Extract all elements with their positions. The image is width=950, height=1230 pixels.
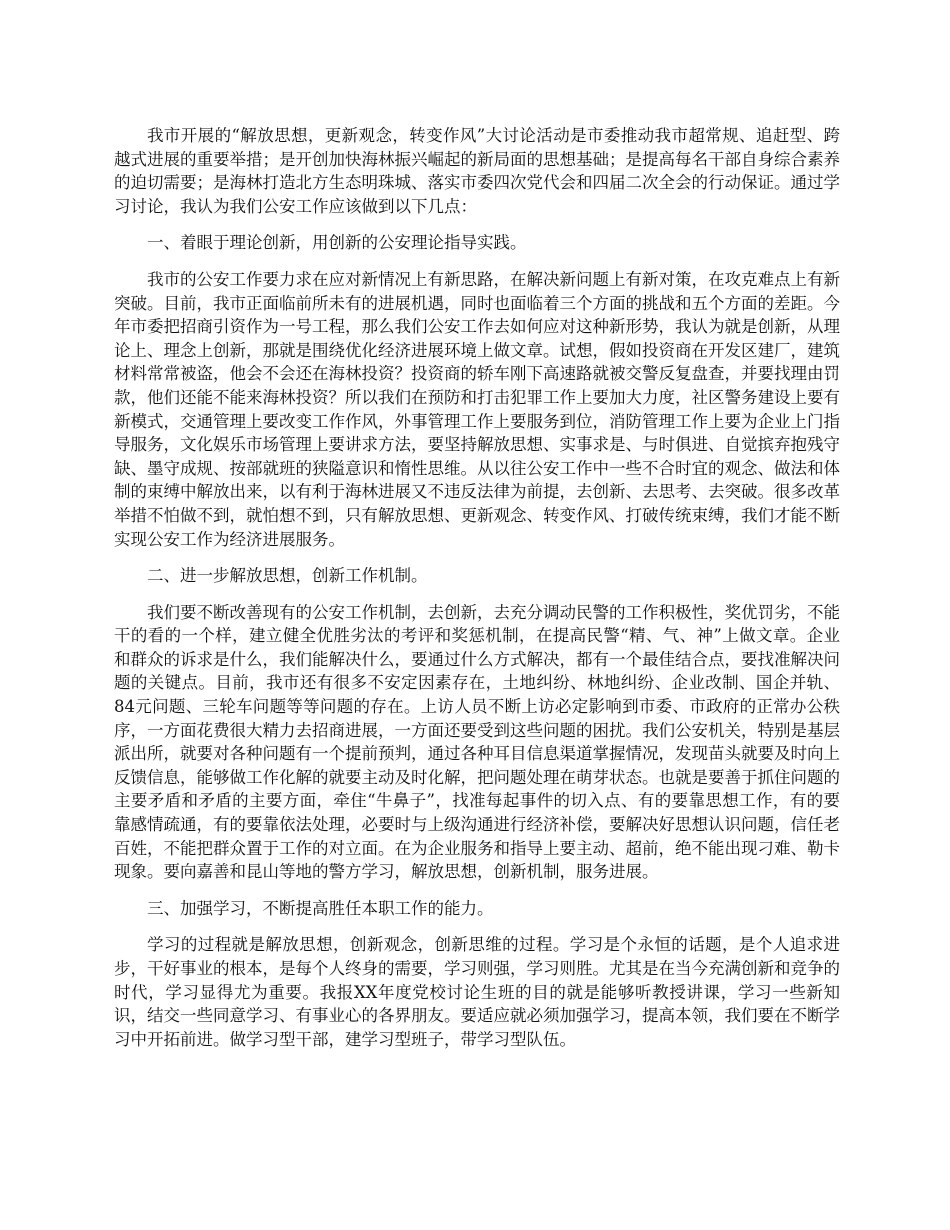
section-1-paragraph: 我市的公安工作要力求在应对新情况上有新思路，在解决新问题上有新对策，在攻克难点上有新突破。目前，我市正面临前所未有的进展机遇，同时也面临着三个方面的挑战和五个方面的差距。今年市委把招商引资作为一号工程，那么我们公安工作去如何应对这种新形势，我认为就是创新，从理论上、理念上创新，那就是围绕优化经济进展环境上做文章。试想，假如投资商在开发区建厂，建筑材料常常被盗，他会不会还在海林投资？投资商的轿车刚下高速路就被交警反复盘查，并要找理由罚款，他们还能不能来海林投资？所以我们在预防和打击犯罪工作上要加大力度，社区警务建设上要有新模式，交通管理上要改变工作作风，外事管理工作上要服务到位，消防管理工作上要为企业上门指导服务，文化娱乐市场管理上要讲求方法，要坚持解放思想、实事求是、与时俱进、自觉摈弃抱残守缺、墨守成规、按部就班的狭隘意识和惰性思维。从以往公安工作中一些不合时宜的观念、做法和体制的束缚中解放出来，以有利于海林进展又不违反法律为前提，去创新、去思考、去突破。很多改革举措不怕做不到，就怕想不到，只有解放思想、更新观念、转变作风、打破传统束缚，我们才能不断实现公安工作为经济进展服务。 bbox=[114, 269, 840, 549]
intro-paragraph: 我市开展的“解放思想，更新观念，转变作风”大讨论活动是市委推动我市超常规、追赶型、跨越式进展的重要举措；是开创加快海林振兴崛起的新局面的思想基础；是提高每名干部自身综合素养的迫切需要；是海林打造北方生态明珠城、落实市委四次党代会和四届二次全会的行动保证。通过学习讨论，我认为我们公安工作应该做到以下几点： bbox=[114, 126, 840, 216]
section-heading-3: 三、加强学习，不断提高胜任本职工作的能力。 bbox=[147, 898, 494, 918]
section-2-paragraph: 我们要不断改善现有的公安工作机制，去创新，去充分调动民警的工作积极性，奖优罚劣，不能干的看的一个样，建立健全优胜劣汰的考评和奖惩机制，在提高民警“精、气、神”上做文章。企业和群众的诉求是什么，我们能解决什么，要通过什么方式解决，都有一个最佳结合点，要找准解决问题的关键点。目前，我市还有很多不安定因素存在，土地纠纷、林地纠纷、企业改制、国企并轨、84元问题、三轮车问题等等问题的存在。上访人员不断上访必定影响到市委、市政府的正常办公秩序，一方面花费很大精力去招商进展，一方面还要受到这些问题的困扰。我们公安机关，特别是基层派出所，就要对各种问题有一个提前预判，通过各种耳目信息渠道掌握情况，发现苗头就要及时向上反馈信息，能够做工作化解的就要主动及时化解，把问题处理在萌芽状态。也就是要善于抓住问题的主要矛盾和矛盾的主要方面，牵住“牛鼻子”，找准每起事件的切入点、有的要靠思想工作，有的要靠感情疏通，有的要靠依法处理，必要时与上级沟通进行经济补偿，要解决好思想认识问题，信任老百姓，不能把群众置于工作的对立面。在为企业服务和指导上要主动、超前，绝不能出现刁难、勒卡现象。要向嘉善和昆山等地的警方学习，解放思想，创新机制，服务进展。 bbox=[114, 602, 840, 882]
section-heading-1: 一、着眼于理论创新，用创新的公安理论指导实践。 bbox=[147, 233, 527, 253]
section-3-paragraph: 学习的过程就是解放思想，创新观念，创新思维的过程。学习是个永恒的话题，是个人追求进步，干好事业的根本，是每个人终身的需要，学习则强，学习则胜。尤其是在当今充满创新和竞争的时代，学习显得尤为重要。我报XX年度党校讨论生班的目的就是能够听教授讲课，学习一些新知识，结交一些同意学习、有事业心的各界朋友。要适应就必须加强学习，提高本领，我们要在不断学习中开拓前进。做学习型干部，建学习型班子，带学习型队伍。 bbox=[114, 935, 840, 1049]
document-page bbox=[114, 124, 840, 1064]
section-heading-2: 二、进一步解放思想，创新工作机制。 bbox=[147, 566, 428, 586]
